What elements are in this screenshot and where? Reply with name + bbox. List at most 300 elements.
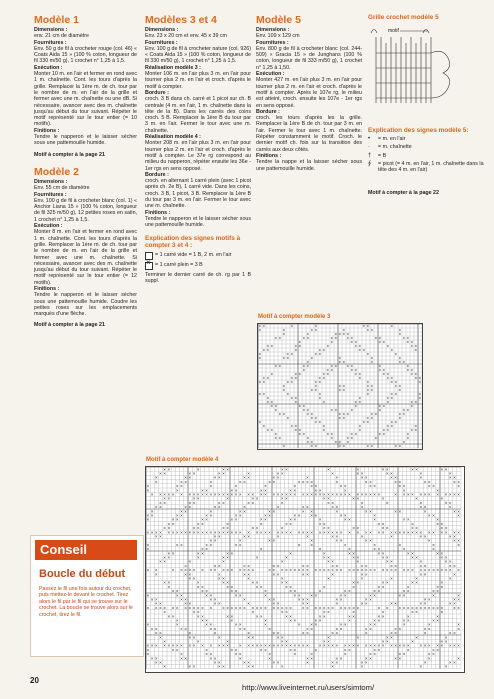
svg-text:×: ×: [406, 529, 410, 535]
svg-text:×: ×: [440, 525, 444, 531]
svg-text:×: ×: [171, 588, 175, 594]
svg-text:×: ×: [427, 622, 431, 628]
svg-text:×: ×: [457, 605, 461, 611]
svg-text:×: ×: [370, 383, 374, 389]
svg-text:×: ×: [322, 643, 326, 649]
svg-text:×: ×: [406, 339, 410, 345]
signs-explanation-title: Explication des signes motifs à compter 3 et 4 :: [145, 234, 241, 249]
svg-text:×: ×: [352, 550, 356, 556]
svg-text:×: ×: [192, 643, 196, 649]
svg-text:×: ×: [382, 371, 386, 377]
svg-text:×: ×: [410, 399, 414, 405]
execution-text: Monter 10 m. en l'air et fermer en rond avec 1 m. chaînette. Cont. les tours d'après la grille. Remplacer la 1ère m. de ch. tour par le nombre de m. en l'air de la grille et fermer avec une m. chaînette ou une dB. Si nécessaire, avancer avec des m. chaînette jusqu'au début du tour suivant. Répéter le motif représenté sur le tour entier (= 10 motifs).: [34, 71, 137, 128]
svg-text:×: ×: [205, 542, 209, 548]
svg-text:×: ×: [268, 596, 272, 602]
svg-text:×: ×: [385, 500, 389, 506]
svg-text:×: ×: [175, 512, 179, 518]
svg-text:×: ×: [436, 617, 440, 623]
svg-text:×: ×: [386, 423, 390, 429]
svg-text:×: ×: [398, 626, 402, 632]
svg-text:×: ×: [331, 664, 335, 670]
svg-text:×: ×: [334, 335, 338, 341]
svg-text:×: ×: [226, 567, 230, 573]
svg-text:×: ×: [270, 403, 274, 409]
svg-text:×: ×: [335, 655, 339, 661]
svg-text:×: ×: [163, 580, 167, 586]
svg-text:×: ×: [448, 630, 452, 636]
svg-text:×: ×: [402, 592, 406, 598]
svg-text:×: ×: [180, 651, 183, 657]
svg-text:×: ×: [180, 542, 183, 548]
legend-picot: ∮ = picot (= 4 m. en l'air, 1 m. chaînette dans la tête des 4 m. en l'air): [368, 160, 484, 174]
svg-text:×: ×: [310, 491, 314, 497]
svg-text:×: ×: [339, 538, 343, 544]
svg-text:×: ×: [378, 335, 382, 341]
svg-text:×: ×: [272, 643, 276, 649]
svg-text:×: ×: [171, 643, 175, 649]
svg-text:×: ×: [310, 655, 314, 661]
svg-text:×: ×: [306, 659, 309, 665]
svg-text:×: ×: [301, 601, 305, 607]
svg-text:×: ×: [234, 542, 238, 548]
svg-text:×: ×: [180, 626, 183, 632]
svg-text:×: ×: [213, 563, 217, 569]
svg-text:×: ×: [192, 575, 196, 581]
svg-text:×: ×: [427, 605, 431, 611]
svg-text:×: ×: [154, 605, 158, 611]
svg-text:×: ×: [369, 483, 372, 489]
svg-text:×: ×: [369, 596, 372, 602]
svg-text:×: ×: [159, 470, 162, 476]
svg-text:×: ×: [234, 588, 238, 594]
svg-text:×: ×: [247, 529, 251, 535]
svg-text:×: ×: [373, 588, 377, 594]
svg-text:×: ×: [293, 617, 297, 623]
svg-text:×: ×: [350, 435, 354, 441]
svg-text:×: ×: [314, 351, 318, 357]
svg-text:×: ×: [154, 475, 158, 481]
svg-text:×: ×: [419, 533, 423, 539]
svg-text:×: ×: [348, 546, 351, 552]
svg-text:×: ×: [234, 491, 238, 497]
svg-text:×: ×: [213, 567, 217, 573]
svg-text:×: ×: [338, 411, 342, 417]
svg-text:×: ×: [335, 630, 339, 636]
svg-text:×: ×: [272, 605, 276, 611]
svg-text:×: ×: [377, 605, 381, 611]
svg-text:×: ×: [364, 596, 368, 602]
svg-text:×: ×: [175, 487, 179, 493]
svg-text:×: ×: [159, 559, 162, 565]
svg-text:×: ×: [360, 500, 364, 506]
svg-text:×: ×: [286, 415, 290, 421]
dimensions-text: Env. 23 x 20 cm et env. 45 x 39 cm: [145, 33, 227, 40]
svg-text:×: ×: [381, 496, 385, 502]
svg-text:×: ×: [331, 500, 335, 506]
svg-text:×: ×: [335, 475, 339, 481]
svg-text:×: ×: [339, 596, 343, 602]
svg-text:×: ×: [352, 554, 356, 560]
svg-text:×: ×: [373, 542, 377, 548]
svg-text:×: ×: [297, 596, 301, 602]
cross-square-icon: [145, 262, 153, 270]
svg-text:×: ×: [339, 592, 343, 598]
svg-text:×: ×: [402, 517, 406, 523]
svg-text:×: ×: [335, 601, 339, 607]
svg-text:×: ×: [406, 335, 410, 341]
svg-text:×: ×: [327, 467, 330, 472]
svg-text:×: ×: [427, 479, 431, 485]
svg-text:×: ×: [293, 567, 297, 573]
svg-text:×: ×: [310, 411, 314, 417]
svg-text:×: ×: [436, 521, 440, 527]
svg-text:×: ×: [419, 504, 423, 510]
svg-text:×: ×: [423, 567, 427, 573]
svg-text:×: ×: [280, 609, 284, 615]
svg-text:×: ×: [289, 605, 293, 611]
svg-text:×: ×: [274, 431, 278, 437]
finitions-text: Tendre le napperon et le laisser sécher sous une pattemouille humide. Coudre les petites roses sur les emplacements marqués d'une flèche.: [34, 292, 137, 318]
svg-text:×: ×: [285, 605, 288, 611]
svg-text:×: ×: [268, 655, 272, 661]
svg-text:×: ×: [358, 423, 362, 429]
svg-text:×: ×: [272, 538, 276, 544]
svg-text:×: ×: [163, 554, 167, 560]
svg-text:×: ×: [448, 559, 452, 565]
svg-text:×: ×: [335, 508, 339, 514]
svg-text:×: ×: [436, 517, 440, 523]
svg-text:×: ×: [457, 479, 461, 485]
svg-text:×: ×: [356, 491, 360, 497]
svg-text:×: ×: [213, 538, 217, 544]
svg-text:×: ×: [339, 605, 343, 611]
svg-text:×: ×: [453, 479, 456, 485]
fournitures-text: Env. 100 g de fil à crocheter nature (col. 926) « Coats Aida 15 » (100 % coton, longueur de fil 330 m/50 g), 1 crochet n° 1,25 à 1,5.: [145, 45, 251, 65]
svg-text:×: ×: [234, 512, 238, 518]
svg-text:×: ×: [348, 613, 351, 619]
svg-text:×: ×: [238, 605, 242, 611]
svg-text:×: ×: [390, 529, 393, 535]
svg-text:×: ×: [306, 439, 310, 445]
svg-text:×: ×: [356, 643, 360, 649]
svg-text:×: ×: [394, 508, 398, 514]
legend-chain: • = m. en l'air: [368, 136, 406, 142]
svg-text:×: ×: [343, 643, 347, 649]
legend-full-square: × = 1 carré plein = 3 B: [145, 262, 251, 270]
svg-text:×: ×: [411, 491, 414, 497]
svg-text:×: ×: [262, 347, 266, 353]
svg-text:×: ×: [175, 617, 179, 623]
svg-text:×: ×: [402, 483, 406, 489]
svg-text:×: ×: [322, 613, 326, 619]
svg-text:×: ×: [381, 613, 385, 619]
svg-text:×: ×: [419, 529, 423, 535]
svg-text:×: ×: [318, 588, 322, 594]
svg-text:×: ×: [213, 596, 217, 602]
svg-text:×: ×: [423, 508, 427, 514]
svg-text:×: ×: [264, 512, 267, 518]
svg-text:×: ×: [394, 601, 398, 607]
svg-text:×: ×: [243, 596, 246, 602]
svg-text:×: ×: [205, 487, 209, 493]
svg-text:×: ×: [294, 347, 298, 353]
svg-text:×: ×: [243, 626, 246, 632]
svg-text:×: ×: [381, 643, 385, 649]
svg-text:×: ×: [175, 622, 179, 628]
dimensions-text: Env. 55 cm de diamètre: [34, 185, 90, 192]
svg-text:×: ×: [356, 529, 360, 535]
svg-text:×: ×: [432, 567, 435, 573]
svg-text:×: ×: [217, 664, 221, 670]
svg-text:×: ×: [209, 508, 213, 514]
svg-text:×: ×: [398, 592, 402, 598]
svg-text:×: ×: [360, 571, 364, 577]
svg-text:×: ×: [423, 659, 427, 665]
svg-text:×: ×: [251, 609, 255, 615]
svg-text:×: ×: [247, 634, 251, 640]
svg-text:×: ×: [436, 643, 440, 649]
svg-text:×: ×: [259, 521, 263, 527]
svg-text:×: ×: [427, 529, 431, 535]
conseil-subtitle: Boucle du début: [39, 568, 126, 580]
svg-text:×: ×: [175, 529, 179, 535]
svg-text:×: ×: [406, 613, 410, 619]
svg-text:×: ×: [293, 643, 297, 649]
svg-text:×: ×: [398, 542, 402, 548]
svg-text:×: ×: [318, 375, 322, 381]
svg-text:×: ×: [294, 399, 298, 405]
svg-text:×: ×: [418, 391, 422, 397]
svg-text:×: ×: [209, 605, 213, 611]
svg-text:×: ×: [335, 596, 339, 602]
svg-text:×: ×: [192, 567, 196, 573]
svg-text:×: ×: [270, 427, 274, 433]
svg-text:×: ×: [343, 605, 347, 611]
svg-text:×: ×: [402, 411, 406, 417]
svg-text:×: ×: [423, 626, 427, 632]
oval-icon: •: [368, 136, 371, 142]
svg-text:×: ×: [285, 638, 288, 644]
svg-text:×: ×: [294, 371, 298, 377]
svg-text:×: ×: [432, 588, 435, 594]
svg-text:×: ×: [290, 395, 294, 401]
svg-text:×: ×: [222, 529, 225, 535]
svg-text:×: ×: [163, 525, 167, 531]
svg-text:×: ×: [146, 529, 150, 535]
dimensions-heading: Dimensions :: [145, 27, 179, 33]
svg-text:×: ×: [382, 431, 386, 437]
svg-text:×: ×: [146, 546, 150, 552]
svg-text:×: ×: [180, 512, 183, 518]
svg-text:×: ×: [175, 542, 179, 548]
svg-text:×: ×: [427, 596, 431, 602]
svg-text:×: ×: [322, 423, 326, 429]
svg-text:×: ×: [369, 655, 372, 661]
svg-text:×: ×: [159, 533, 162, 539]
svg-text:×: ×: [390, 634, 393, 640]
svg-text:×: ×: [343, 588, 347, 594]
svg-text:×: ×: [188, 605, 192, 611]
svg-text:×: ×: [184, 626, 188, 632]
svg-text:×: ×: [343, 647, 347, 653]
grid-title: Grille crochet modèle 5: [368, 14, 439, 21]
svg-text:×: ×: [350, 335, 354, 341]
svg-text:×: ×: [272, 571, 276, 577]
svg-text:×: ×: [289, 584, 293, 590]
svg-text:×: ×: [386, 427, 390, 433]
svg-text:×: ×: [171, 491, 175, 497]
svg-text:×: ×: [457, 596, 461, 602]
svg-text:×: ×: [268, 508, 272, 514]
svg-text:×: ×: [394, 626, 398, 632]
svg-text:×: ×: [180, 491, 183, 497]
svg-text:×: ×: [234, 622, 238, 628]
svg-text:×: ×: [318, 643, 322, 649]
svg-text:×: ×: [335, 538, 339, 544]
svg-text:×: ×: [444, 500, 448, 506]
svg-text:×: ×: [330, 335, 334, 341]
svg-text:×: ×: [175, 592, 179, 598]
svg-text:×: ×: [346, 439, 350, 445]
svg-text:×: ×: [238, 643, 242, 649]
svg-text:×: ×: [247, 567, 251, 573]
svg-text:×: ×: [247, 630, 251, 636]
finitions-text: Tendre le napperon et le laisser sécher sous une pattemouille humide.: [34, 134, 137, 147]
svg-text:×: ×: [381, 580, 385, 586]
svg-text:×: ×: [222, 664, 225, 670]
svg-text:×: ×: [440, 605, 444, 611]
svg-text:×: ×: [209, 596, 213, 602]
svg-text:×: ×: [398, 479, 402, 485]
svg-text:×: ×: [222, 554, 225, 560]
svg-text:×: ×: [453, 601, 456, 607]
svg-text:×: ×: [285, 529, 288, 535]
svg-text:×: ×: [255, 496, 259, 502]
svg-text:×: ×: [364, 508, 368, 514]
svg-text:×: ×: [209, 622, 213, 628]
svg-text:×: ×: [453, 533, 456, 539]
svg-text:×: ×: [154, 479, 158, 485]
svg-text:×: ×: [188, 559, 192, 565]
svg-text:×: ×: [378, 407, 382, 413]
svg-text:×: ×: [373, 622, 377, 628]
svg-text:×: ×: [414, 427, 418, 433]
svg-text:×: ×: [154, 504, 158, 510]
svg-text:×: ×: [348, 588, 351, 594]
svg-text:×: ×: [201, 521, 204, 527]
svg-text:×: ×: [381, 550, 385, 556]
svg-text:×: ×: [276, 504, 280, 510]
svg-text:×: ×: [394, 379, 398, 385]
svg-text:×: ×: [150, 596, 154, 602]
svg-text:×: ×: [342, 327, 346, 333]
finitions-text: Tendre la nappe et la laisser sécher sous une pattemouille humide.: [256, 159, 362, 172]
svg-text:×: ×: [432, 512, 435, 518]
svg-text:×: ×: [171, 647, 175, 653]
svg-text:×: ×: [457, 529, 461, 535]
svg-text:×: ×: [201, 584, 204, 590]
finitions-heading: Finitions :: [256, 152, 282, 159]
svg-text:×: ×: [406, 517, 410, 523]
svg-text:×: ×: [167, 521, 171, 527]
svg-text:×: ×: [339, 655, 343, 661]
svg-text:×: ×: [418, 379, 422, 385]
svg-text:×: ×: [415, 554, 419, 560]
svg-text:×: ×: [334, 363, 338, 369]
svg-text:×: ×: [276, 605, 280, 611]
svg-text:×: ×: [167, 550, 171, 556]
svg-text:×: ×: [330, 407, 334, 413]
svg-text:×: ×: [167, 584, 171, 590]
svg-text:×: ×: [264, 592, 267, 598]
svg-text:×: ×: [338, 359, 342, 365]
svg-text:×: ×: [415, 605, 419, 611]
svg-text:×: ×: [234, 647, 238, 653]
svg-text:×: ×: [217, 634, 221, 640]
svg-text:×: ×: [373, 643, 377, 649]
svg-text:×: ×: [377, 584, 381, 590]
svg-text:×: ×: [213, 533, 217, 539]
svg-text:×: ×: [373, 592, 377, 598]
svg-text:×: ×: [331, 659, 335, 665]
svg-text:×: ×: [453, 563, 456, 569]
svg-text:×: ×: [411, 638, 414, 644]
svg-text:×: ×: [310, 542, 314, 548]
svg-text:×: ×: [327, 500, 330, 506]
svg-text:×: ×: [390, 575, 393, 581]
svg-text:×: ×: [356, 605, 360, 611]
svg-text:×: ×: [192, 496, 196, 502]
svg-text:×: ×: [201, 613, 204, 619]
svg-text:×: ×: [364, 567, 368, 573]
svg-text:×: ×: [159, 491, 162, 497]
svg-text:×: ×: [415, 529, 419, 535]
svg-text:×: ×: [282, 387, 286, 393]
svg-text:×: ×: [327, 496, 330, 502]
svg-text:×: ×: [255, 643, 259, 649]
svg-text:×: ×: [386, 371, 390, 377]
svg-text:×: ×: [335, 479, 339, 485]
svg-text:×: ×: [394, 643, 398, 649]
svg-text:×: ×: [270, 371, 274, 377]
svg-text:×: ×: [398, 508, 402, 514]
svg-text:×: ×: [222, 575, 225, 581]
svg-text:×: ×: [406, 367, 410, 373]
svg-text:×: ×: [322, 529, 326, 535]
svg-text:×: ×: [213, 601, 217, 607]
svg-text:×: ×: [264, 622, 267, 628]
svg-text:×: ×: [258, 419, 262, 425]
svg-text:×: ×: [436, 491, 440, 497]
svg-text:×: ×: [297, 592, 301, 598]
svg-text:×: ×: [171, 613, 175, 619]
svg-text:×: ×: [230, 588, 234, 594]
svg-text:×: ×: [448, 563, 452, 569]
svg-text:×: ×: [306, 643, 309, 649]
svg-text:×: ×: [298, 403, 302, 409]
svg-text:×: ×: [415, 580, 419, 586]
svg-text:×: ×: [290, 379, 294, 385]
svg-text:×: ×: [251, 567, 255, 573]
svg-text:×: ×: [373, 647, 377, 653]
svg-text:×: ×: [406, 643, 410, 649]
svg-text:×: ×: [209, 542, 213, 548]
svg-text:×: ×: [390, 630, 393, 636]
svg-text:×: ×: [457, 538, 461, 544]
svg-text:×: ×: [243, 563, 246, 569]
svg-text:×: ×: [280, 491, 284, 497]
svg-text:×: ×: [318, 546, 322, 552]
